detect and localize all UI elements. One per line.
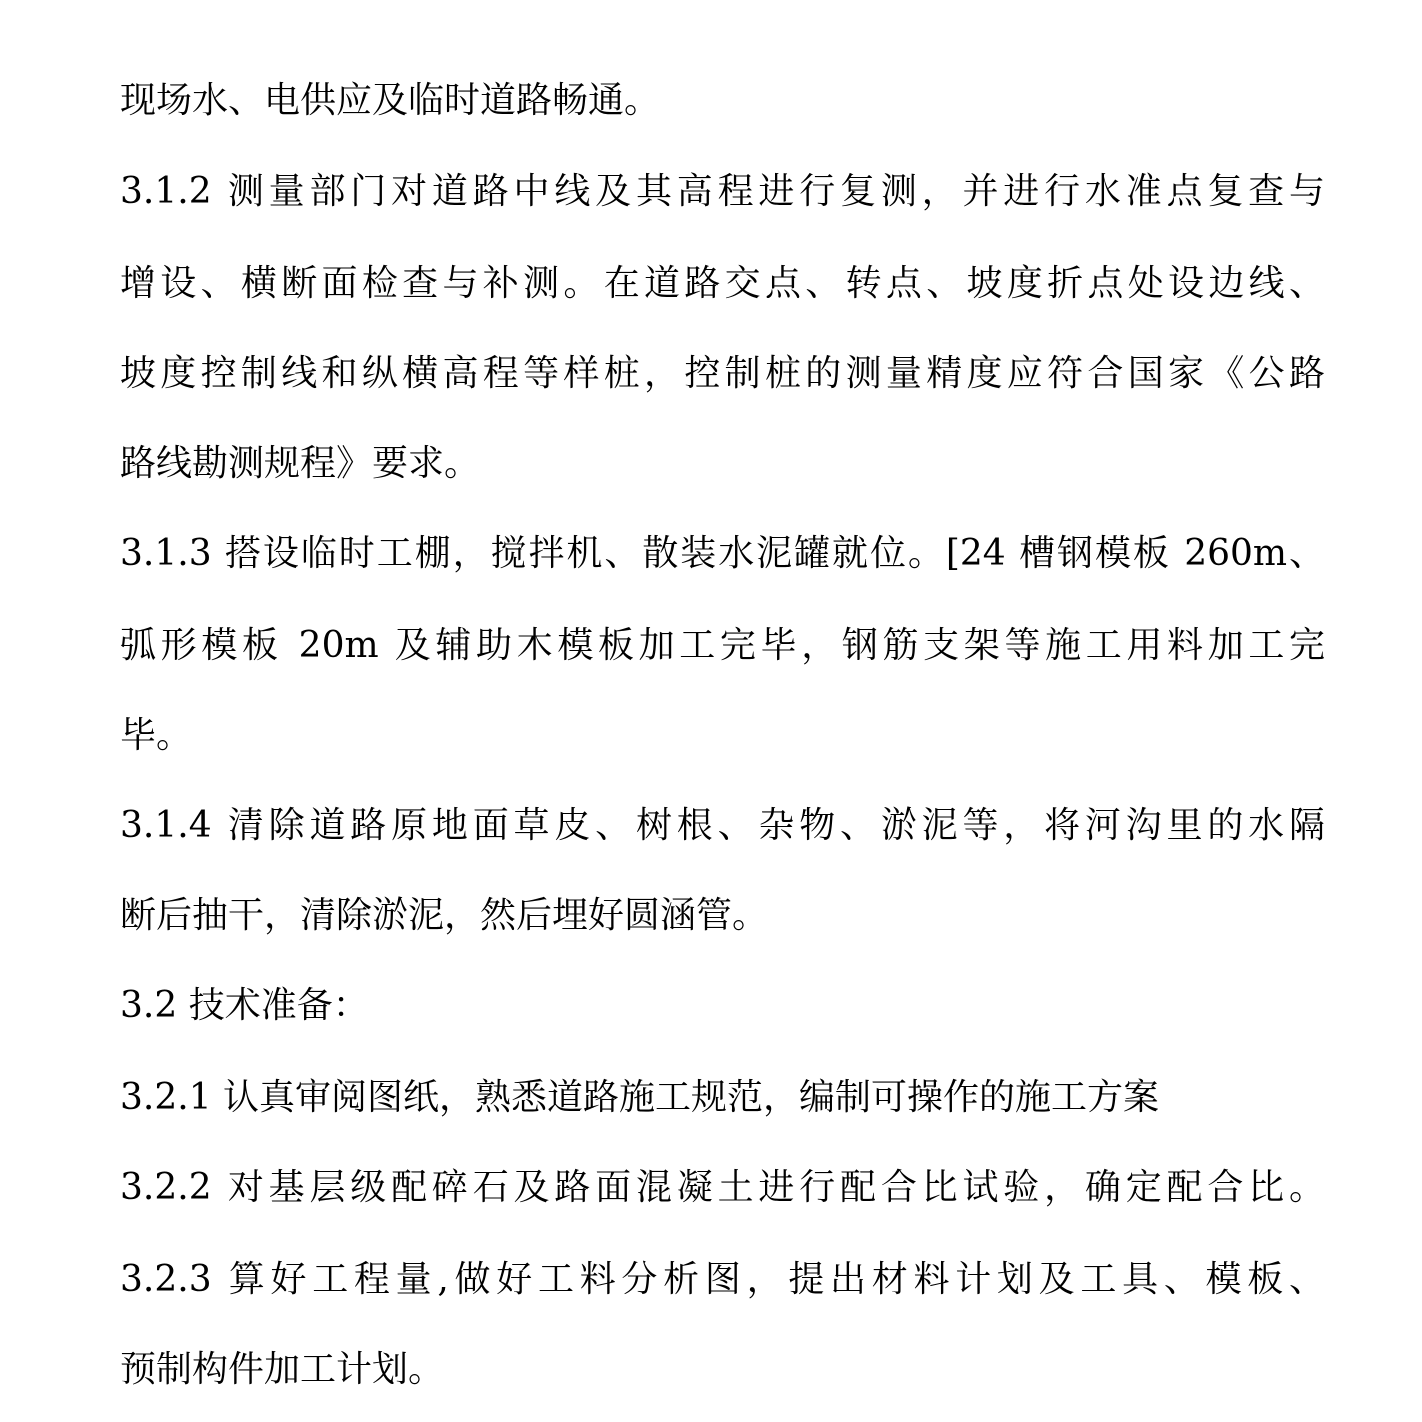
text-line: 预制构件加工计划。 bbox=[120, 1349, 445, 1390]
text-line: 3.1.3 搭设临时工棚，搅拌机、散装水泥罐就位。[24 槽钢模板 260m、 bbox=[120, 533, 1325, 574]
text-line: 3.2.2 对基层级配碎石及路面混凝土进行配合比试验，确定配合比。 bbox=[120, 1167, 1325, 1208]
text-line: 毕。 bbox=[120, 715, 193, 756]
text-line: 增设、横断面检查与补测。在道路交点、转点、坡度折点处设边线、 bbox=[120, 263, 1325, 304]
text-line: 3.1.4 清除道路原地面草皮、树根、杂物、淤泥等，将河沟里的水隔 bbox=[120, 805, 1325, 846]
text-line: 3.2.1 认真审阅图纸，熟悉道路施工规范，编制可操作的施工方案 bbox=[120, 1077, 1160, 1118]
text-line: 断后抽干，清除淤泥，然后埋好圆涵管。 bbox=[120, 895, 769, 936]
section-heading: 3.2 技术准备： bbox=[120, 985, 369, 1026]
text-line: 现场水、电供应及临时道路畅通。 bbox=[120, 80, 661, 121]
text-line: 3.1.2 测量部门对道路中线及其高程进行复测，并进行水准点复查与 bbox=[120, 171, 1325, 212]
text-line: 坡度控制线和纵横高程等样桩，控制桩的测量精度应符合国家《公路 bbox=[120, 353, 1325, 394]
document-page bbox=[120, 0, 1325, 1422]
text-line: 3.2.3 算好工程量,做好工料分析图，提出材料计划及工具、模板、 bbox=[120, 1259, 1325, 1300]
text-line: 路线勘测规程》要求。 bbox=[120, 443, 481, 484]
text-line: 弧形模板 20m 及辅助木模板加工完毕，钢筋支架等施工用料加工完 bbox=[120, 625, 1325, 666]
